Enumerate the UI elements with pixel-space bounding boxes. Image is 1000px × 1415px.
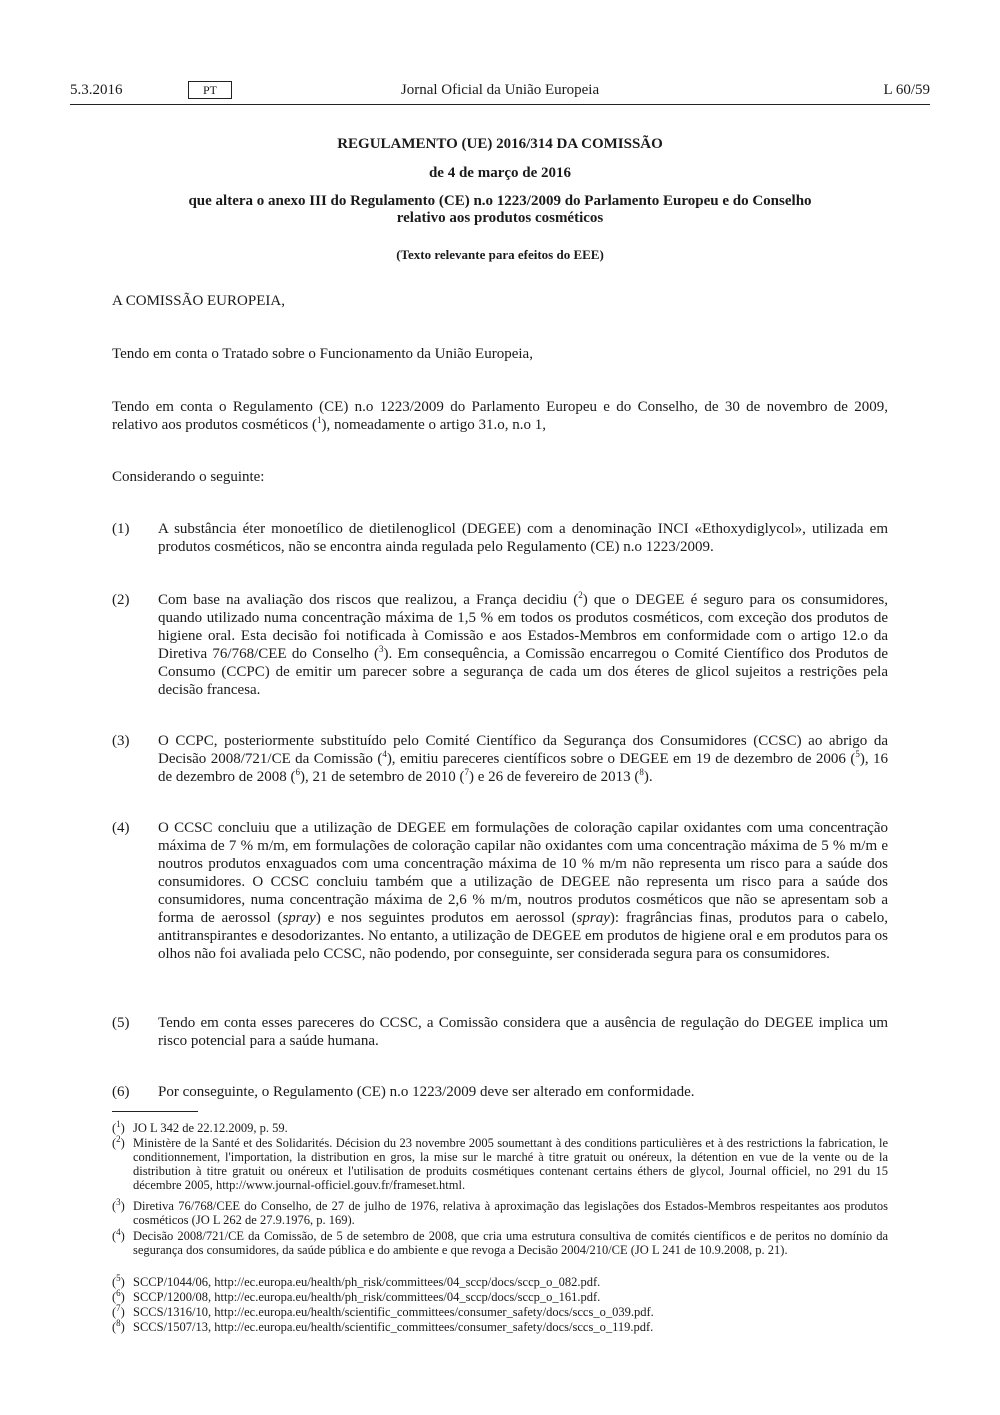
journal-title: Jornal Oficial da União Europeia xyxy=(400,82,600,98)
footnote-ref: 2 xyxy=(578,590,583,600)
preamble-considering: Considerando o seguinte: xyxy=(112,469,265,485)
page-number: L 60/59 xyxy=(883,82,930,98)
recital-text: O CCPC, posteriormente substituído pelo Comité Científico da Segurança dos Consumidores (CCSC) ao abrigo da Decisão 2008/721/CE da Comissão ($^4$), emitiu pareceres científicos sobre o DEGEE em 19 de dezembro de 2006 ($^5$), 16 de dezembro de 2008 ($^6$), 21 de setembro de 2010 ($^7$) e 26 de fevereiro de 2013 ($^8$). xyxy=(158,733,888,785)
preamble-treaty: Tendo em conta o Tratado sobre o Funcionamento da União Europeia, xyxy=(112,346,533,362)
footnote-number: ($^3$) xyxy=(112,1196,125,1213)
preamble-commission: A COMISSÃO EUROPEIA, xyxy=(112,293,285,309)
recital-text: Por conseguinte, o Regulamento (CE) n.o 1223/2009 deve ser alterado em conformidade. xyxy=(158,1084,695,1100)
footnote-number: ($^1$) xyxy=(112,1118,125,1135)
footnote-number: ($^6$) xyxy=(112,1287,125,1304)
recital-text: Tendo em conta esses pareceres do CCSC, a Comissão considera que a ausência de regulação do DEGEE implica um risco potencial para a saúde humana. xyxy=(158,1015,888,1049)
recital-number: (3) xyxy=(112,733,130,749)
footnote-ref: 5 xyxy=(855,749,860,759)
regulation-title: REGULAMENTO (UE) 2016/314 DA COMISSÃO xyxy=(337,136,663,152)
footnote-ref: 7 xyxy=(464,767,469,777)
regulation-subject-line1: que altera o anexo III do Regulamento (CE) n.o 1223/2009 do Parlamento Europeu e do Conselho xyxy=(188,193,812,209)
recital-text: A substância éter monoetílico de dietilenoglicol (DEGEE) com a denominação INCI «Ethoxydiglycol», utilizada em produtos cosméticos, não se encontra ainda regulada pelo Regulamento (CE) n.o 1223/2009. xyxy=(158,521,888,555)
footnote-number: ($^4$) xyxy=(112,1226,125,1243)
footnote-number: ($^7$) xyxy=(112,1302,125,1319)
footnote-text: Ministère de la Santé et des Solidarités. Décision du 23 novembre 2005 soumettant à des conditions particulières et à des restrictions la fabrication, le conditionnement, l'importation, la distribution en gros, la mise sur le marché à titre gratuit ou onéreux, la détention en vue de la vente ou de la distribution à titre gratuit ou onéreux et l'utilisation de produits cosmétiques contenant certains éthers de glycol, Journal officiel, no 291 du 15 décembre 2005, http://www.journal-officiel.gouv.fr/frameset.html. xyxy=(133,1136,888,1192)
footnote-text: Decisão 2008/721/CE da Comissão, de 5 de setembro de 2008, que cria uma estrutura consultiva de comités científicos e de peritos no domínio da segurança dos consumidores, da saúde pública e do ambiente e que revoga a Decisão 2004/210/CE (JO L 241 de 10.9.2008, p. 21). xyxy=(133,1229,888,1257)
page-header xyxy=(70,79,930,103)
header-date: 5.3.2016 xyxy=(70,82,123,98)
regulation-subject-line2: relativo aos produtos cosméticos xyxy=(396,210,604,226)
footnote-text: JO L 342 de 22.12.2009, p. 59. xyxy=(133,1121,288,1135)
eee-relevance: (Texto relevante para efeitos do EEE) xyxy=(396,247,604,262)
footnote-number: ($^2$) xyxy=(112,1133,125,1150)
footnote-ref: 6 xyxy=(295,767,300,777)
footnote-text: SCCS/1507/13, http://ec.europa.eu/health/scientific_committees/consumer_safety/docs/sccs_o_119.pdf. xyxy=(133,1320,654,1334)
recital-number: (4) xyxy=(112,820,130,836)
regulation-date: de 4 de março de 2016 xyxy=(428,165,572,181)
header-rule xyxy=(70,104,930,105)
preamble-regulation-reference: Tendo em conta o Regulamento (CE) n.o 1223/2009 do Parlamento Europeu e do Conselho, de 30 de novembro de 2009, relativo aos produtos cosméticos ($^1$), nomeadamente o artigo 31.o, n.o 1, xyxy=(112,399,888,433)
footnote-text: SCCP/1044/06, http://ec.europa.eu/health/ph_risk/committees/04_sccp/docs/sccp_o_082.pdf. xyxy=(133,1275,601,1289)
footnote-number: ($^8$) xyxy=(112,1317,125,1334)
recital-number: (5) xyxy=(112,1015,130,1031)
footnote-ref: 8 xyxy=(639,767,644,777)
recital-number: (1) xyxy=(112,521,130,537)
language-badge: PT xyxy=(188,81,232,99)
recital-number: (2) xyxy=(112,592,130,608)
footnote-text: Diretiva 76/768/CEE do Conselho, de 27 de julho de 1976, relativa à aproximação das legislações dos Estados-Membros respeitantes aos produtos cosméticos (JO L 262 de 27.9.1976, p. 169). xyxy=(133,1199,888,1227)
footnote-text: SCCP/1200/08, http://ec.europa.eu/health/ph_risk/committees/04_sccp/docs/sccp_o_161.pdf. xyxy=(133,1290,601,1304)
recital-text: Com base na avaliação dos riscos que realizou, a França decidiu ($^2$) que o DEGEE é seguro para os consumidores, quando utilizado numa concentração máxima de 1,5 % em todos os produtos cosméticos, com exceção dos produtos de higiene oral. Esta decisão foi notificada à Comissão e aos Estados-Membros em conformidade com o artigo 12.o da Diretiva 76/768/CEE do Conselho ($^3$). Em consequência, a Comissão encarregou o Comité Científico dos Produtos de Consumo (CCPC) de emitir um parecer sobre a segurança de cada um dos éteres de glicol sujeitos a restrições pela decisão francesa. xyxy=(158,590,889,698)
recital-number: (6) xyxy=(112,1084,130,1100)
recital-text: O CCSC concluiu que a utilização de DEGEE em formulações de coloração capilar oxidantes com uma concentração máxima de 7 % m/m, em formulações de coloração capilar não oxidantes com uma concentração máxima de 5 % m/m e noutros produtos enxaguados com uma concentração máxima de 10 % m/m não representa um risco para a saúde dos consumidores. O CCSC concluiu também que a utilização de DEGEE não representa um risco para a saúde dos consumidores, numa concentração máxima de 2,6 % m/m, noutros produtos cosméticos que não se apresentam sob a forma de aerossol (spray) e nos seguintes produtos em aerossol (spray): fragrâncias finas, produtos para o cabelo, antitranspirantes e desodorizantes. No entanto, a utilização de DEGEE em produtos de higiene oral e em produtos para os olhos não foi avaliada pelo CCSC, não podendo, por conseguinte, ser considerada segura para os consumidores. xyxy=(158,820,888,962)
footnote-separator xyxy=(112,1111,198,1112)
footnote-ref: 3 xyxy=(379,644,384,654)
footnote-ref: 4 xyxy=(382,749,387,759)
footnote-number: ($^5$) xyxy=(112,1272,125,1289)
footnote-text: SCCS/1316/10, http://ec.europa.eu/health/scientific_committees/consumer_safety/docs/sccs_o_039.pdf. xyxy=(133,1305,654,1319)
footnote-ref: 1 xyxy=(316,415,322,425)
